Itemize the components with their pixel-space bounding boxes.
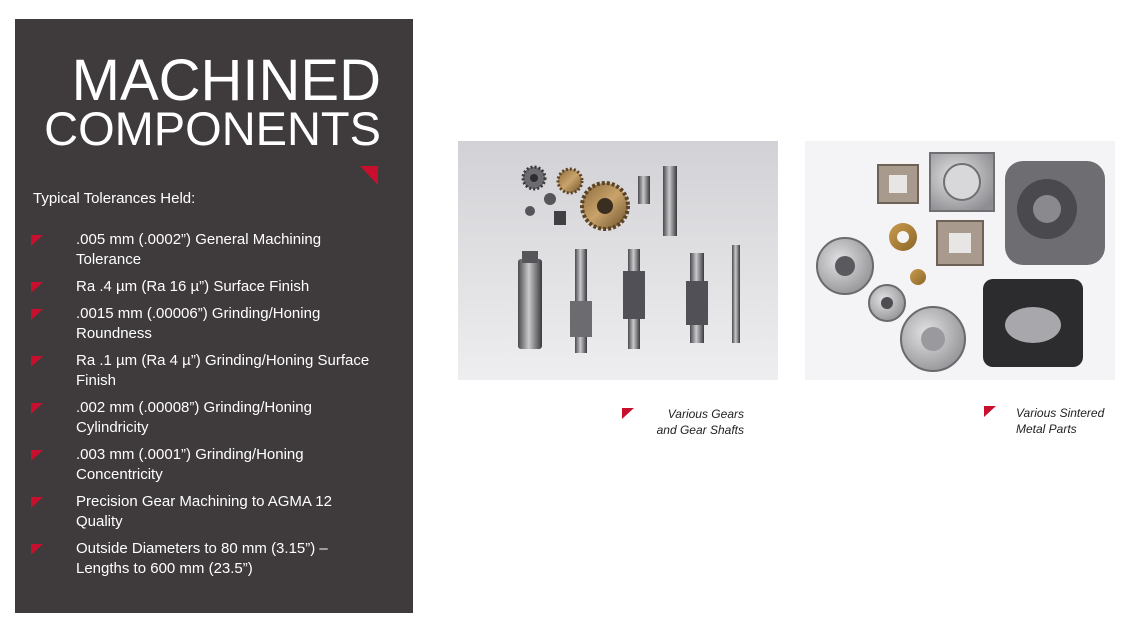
list-item <box>29 277 389 297</box>
list-item-line1: Ra .1 µm (Ra 4 µ”) Grinding/Honing Surface <box>76 352 370 369</box>
red-corner-triangle-icon <box>31 450 43 461</box>
list-item-line2: Tolerance <box>76 251 142 268</box>
gears-caption-line2: and Gear Shafts <box>656 423 744 437</box>
list-item-line2: Cylindricity <box>76 419 149 436</box>
list-item-line2: Quality <box>76 513 123 530</box>
title-panel <box>15 19 413 613</box>
red-corner-triangle-icon <box>31 356 43 367</box>
list-item-line1: .0015 mm (.00006”) Grinding/Honing <box>76 305 321 322</box>
gears-photo <box>458 141 778 380</box>
sintered-caption-line1: Various Sintered <box>1016 406 1105 420</box>
gears-caption-line1: Various Gears <box>667 407 744 421</box>
tolerances-heading: Typical Tolerances Held: <box>33 190 196 207</box>
red-corner-triangle-icon <box>31 544 43 555</box>
red-corner-triangle-icon <box>31 403 43 414</box>
list-item-line1: .005 mm (.0002”) General Machining <box>76 231 322 248</box>
list-item-line2: Finish <box>76 372 117 389</box>
list-item <box>29 445 389 485</box>
red-corner-triangle-icon <box>31 282 43 293</box>
list-item-line2: Roundness <box>76 325 152 342</box>
list-item-line1: .003 mm (.0001”) Grinding/Honing <box>76 446 304 463</box>
list-item-line1: Precision Gear Machining to AGMA 12 <box>76 493 332 510</box>
list-item-line1: Outside Diameters to 80 mm (3.15”) – <box>76 540 328 557</box>
tolerance-list <box>29 230 389 586</box>
list-item <box>29 230 389 270</box>
list-item-line1: .002 mm (.00008”) Grinding/Honing <box>76 399 312 416</box>
red-corner-triangle-icon <box>984 406 996 417</box>
list-item <box>29 304 389 344</box>
list-item-line2: Lengths to 600 mm (23.5”) <box>76 560 253 577</box>
list-item-line1: Ra .4 µm (Ra 16 µ”) Surface Finish <box>76 278 310 295</box>
red-corner-triangle-icon <box>31 497 43 508</box>
sintered-parts-illustration <box>805 141 1115 380</box>
page-title-line2: COMPONENTS <box>44 102 381 155</box>
gears-photo-illustration <box>458 141 778 380</box>
red-corner-triangle-icon <box>31 235 43 246</box>
list-item-line2: Concentricity <box>76 466 163 483</box>
list-item <box>29 398 389 438</box>
gears-caption <box>630 406 744 438</box>
red-corner-triangle-icon <box>31 309 43 320</box>
list-item <box>29 539 389 579</box>
list-item <box>29 492 389 532</box>
sintered-caption-line2: Metal Parts <box>1016 422 1077 436</box>
red-corner-triangle-icon <box>360 166 378 185</box>
list-item <box>29 351 389 391</box>
sintered-caption <box>1016 405 1126 437</box>
page-title-line1: MACHINED <box>71 48 381 113</box>
sintered-parts-photo <box>805 141 1115 380</box>
